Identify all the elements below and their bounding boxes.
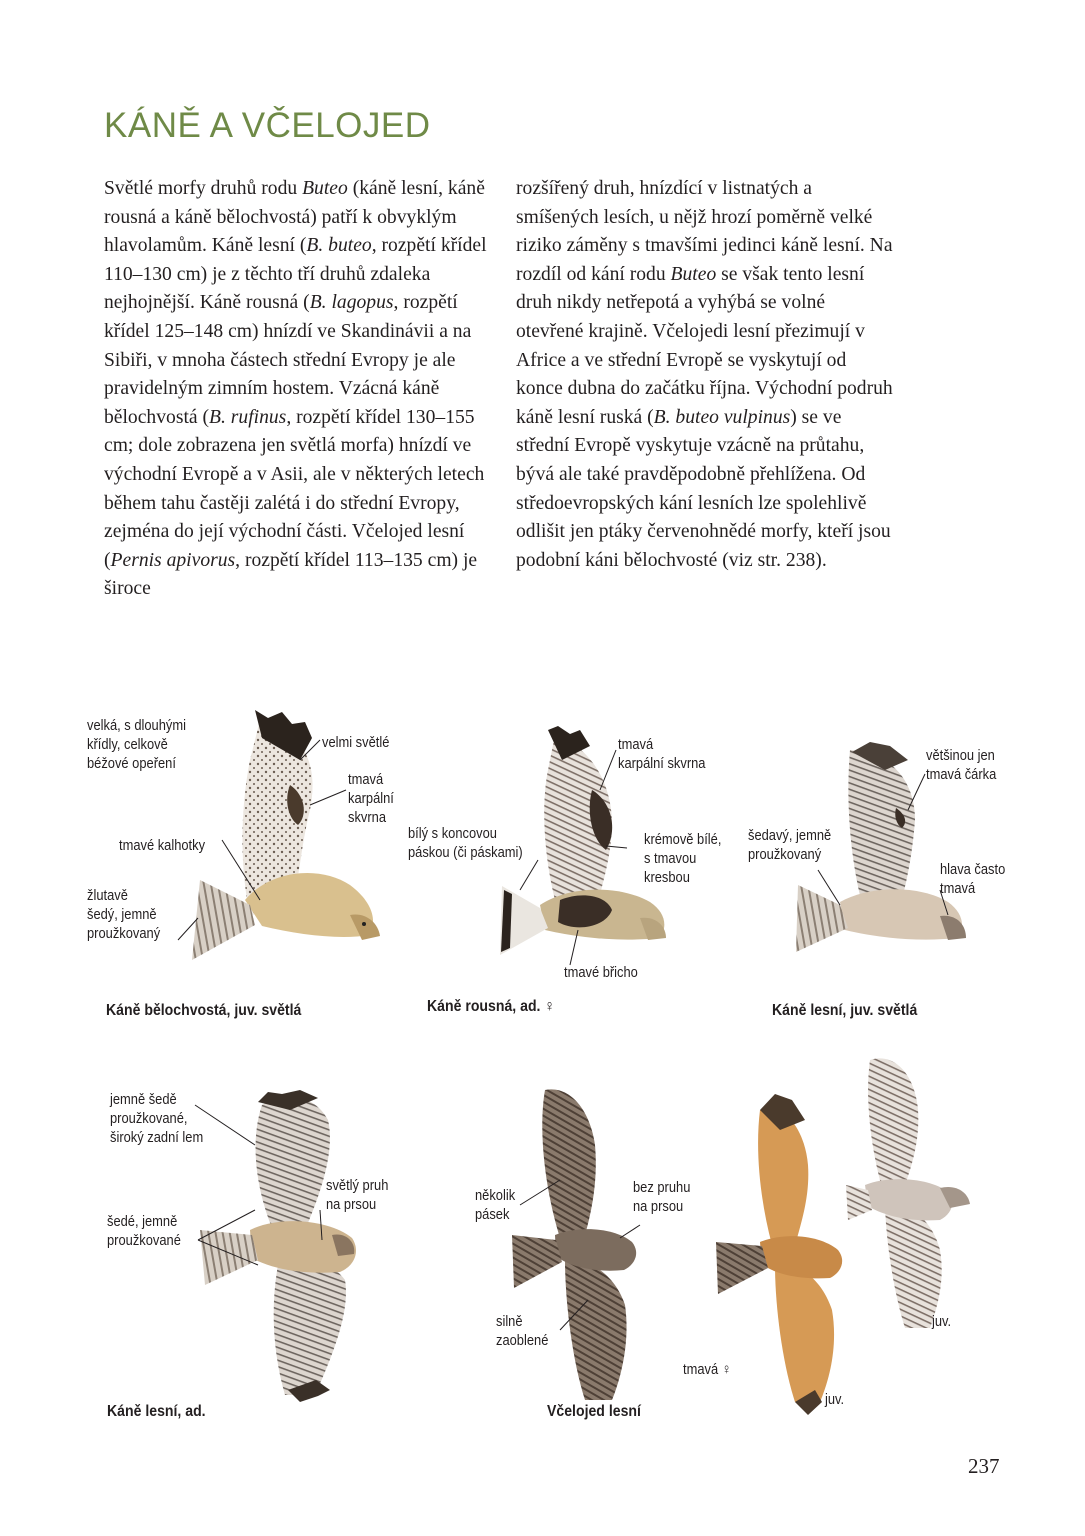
bird-pernis-dark <box>512 1089 636 1400</box>
paragraph-right: rozšířený druh, hnízdící v listnatých a smíšených lesích, u nějž hrozí poměrně velké riziko záměny s tmavšími jedinci káně lesní. Na rozdíl od kání rodu Buteo se však tento lesní druh nikdy netřepotá a vyhýbá se volné otevřené krajině. Včelojedi lesní přezimují v Africe a ve střední Evropě se vyskytují od konce dubna do začátku října. Východní podruh káně lesní ruská (B. buteo vulpinus) se ve střední Evropě vyskytuje vzácně na průtahu, bývá ale také pravděpodobně přehlížena. Od středoevropských kání lesních lze spolehlivě odlišit jen ptáky červenohnědé morfy, kteří jsou podobní káni bělochvosté (viz str. 238). <box>516 178 893 571</box>
illustration-plates <box>0 690 1085 1450</box>
pernis-juv-tail <box>716 1242 768 1294</box>
label-pernis-juv-2: juv. <box>932 1313 952 1330</box>
label-lagopus-creamy: krémově bílé, s tmavou kresbou <box>644 831 722 886</box>
label-pernis-juv-1: juv. <box>825 1391 845 1408</box>
bird-pernis-juv-light <box>846 1058 970 1328</box>
bird-buteo-ad <box>200 1090 356 1402</box>
paragraph-left: Světlé morfy druhů rodu Buteo (káně lesní, káně rousná a káně bělochvostá) patří k obvyklým hlavolamům. Káně lesní (B. buteo, rozpětí křídel 110–130 cm) je z těchto tří druhů zdaleka nejhojnější. Káně rousná (B. lagopus, rozpětí křídel 125–148 cm) hnízdí ve Skandinávii a na Sibiři, v mnoha částech střední Evropy je ale pravidelným zimním hostem. Vzácná káně bělochvostá (B. rufinus, rozpětí křídel 130–155 cm; dole zobrazena jen světlá morfa) hnízdí ve východní Evropě a v Asii, ale v některých letech během tahu častěji zalétá i do střední Evropy, zejména do její východní části. Včelojed lesní (Pernis apivorus, rozpětí křídel 113–135 cm) je široce <box>104 178 487 600</box>
label-rufinus-very-light: velmi světlé <box>322 734 390 751</box>
pernis-dark-tail <box>512 1235 562 1288</box>
caption-pernis: Včelojed lesní <box>547 1403 641 1420</box>
label-pernis-rounded: silně zaoblené <box>496 1313 549 1349</box>
buteoad-tail <box>200 1230 258 1285</box>
label-buteoad-breast: světlý pruh na prsou <box>326 1177 389 1213</box>
caption-buteo-ad: Káně lesní, ad. <box>107 1403 206 1420</box>
pernis-light-wing-up <box>868 1058 918 1188</box>
buteoad-lower-wing <box>274 1254 346 1395</box>
caption-lagopus: Káně rousná, ad. ♀ <box>427 998 555 1015</box>
pernis-juv-wing-up <box>758 1109 808 1245</box>
label-buteoad-wing: jemně šedě proužkované, široký zadní lem <box>110 1091 204 1146</box>
label-buteojuv-head: hlava často tmavá <box>940 861 1006 897</box>
label-buteoad-grey: šedé, jemně proužkované <box>107 1213 181 1249</box>
label-buteojuv-tail: šedavý, jemně proužkovaný <box>748 827 832 863</box>
page-title: KÁNĚ A VČELOJED <box>104 106 431 145</box>
label-lagopus-tail: bílý s koncovou páskou (či páskami) <box>408 825 523 861</box>
label-rufinus-carpal: tmavá karpální skvrna <box>348 771 394 826</box>
label-pernis-dark-female: tmavá ♀ <box>683 1361 732 1378</box>
text-column-right <box>516 175 896 575</box>
label-rufinus-wings: velká, s dlouhými křídly, celkově béžové opeření <box>87 717 186 772</box>
buteoad-upper-wing <box>256 1097 330 1235</box>
label-lagopus-belly: tmavé břicho <box>564 964 638 981</box>
label-buteojuv-streak: většinou jen tmavá čárka <box>926 747 997 783</box>
pernis-dark-wing-up <box>542 1089 596 1238</box>
rufinus-tail <box>192 880 255 960</box>
pernis-light-wing-down <box>885 1205 942 1328</box>
page-number: 237 <box>968 1454 1000 1478</box>
rufinus-eye <box>362 922 366 926</box>
bird-pernis-juv-rufous <box>716 1094 845 1415</box>
label-rufinus-tail: žlutavě šedý, jemně proužkovaný <box>87 887 161 942</box>
label-pernis-breast: bez pruhu na prsou <box>633 1179 691 1215</box>
pernis-light-body <box>865 1179 952 1220</box>
pernis-dark-wing-down <box>565 1260 627 1400</box>
buteojuv-tail <box>796 885 848 952</box>
label-pernis-bands: několik pásek <box>475 1187 516 1223</box>
label-lagopus-carpal: tmavá karpální skvrna <box>618 736 706 772</box>
caption-buteo-juv: Káně lesní, juv. světlá <box>772 1002 918 1019</box>
pernis-juv-body <box>760 1236 842 1278</box>
text-column-left <box>104 175 496 604</box>
pernis-juv-wing-down <box>775 1265 834 1402</box>
label-rufinus-trousers: tmavé kalhotky <box>119 837 206 854</box>
caption-rufinus: Káně bělochvostá, juv. světlá <box>106 1002 302 1019</box>
